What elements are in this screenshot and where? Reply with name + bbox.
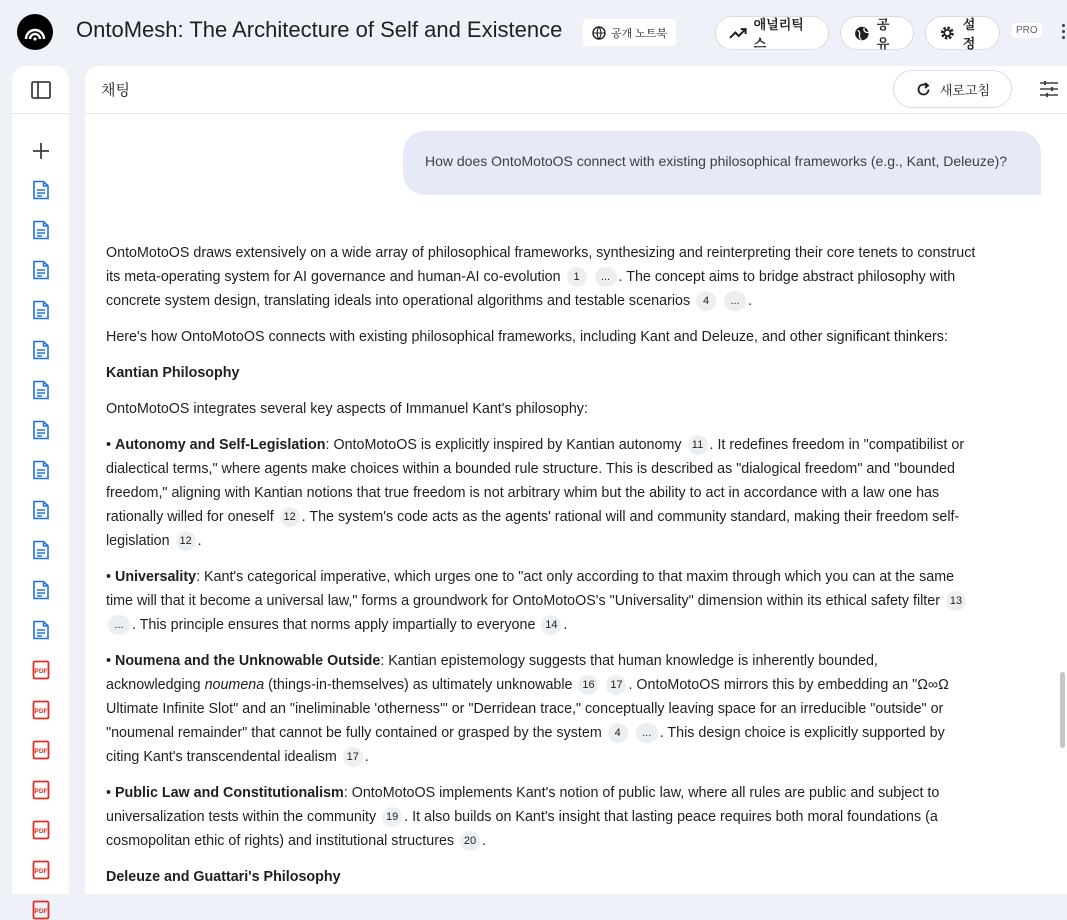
svg-text:PDF: PDF — [34, 828, 48, 835]
refresh-icon — [915, 81, 932, 98]
citation-chip[interactable]: 17 — [606, 675, 626, 695]
answer-text: : OntoMotoOS implements Kant's notion of public law, where all rules are public and subject to universalization tests within the community — [106, 785, 940, 825]
answer-text: . This principle ensures that norms apply impartially to everyone — [132, 617, 536, 633]
document-source-icon[interactable] — [32, 220, 50, 240]
answer-text: : Kant's categorical imperative, which urges one to "act only according to that maxim through which you can at the same time will that it become a universal law," forms a groundwork for OntoMotoOS's "Universality" dimension within its ethical safety filter — [106, 569, 955, 609]
trending-up-icon — [729, 26, 747, 40]
document-source-icon[interactable] — [32, 580, 50, 600]
section-heading-text: Deleuze and Guattari's Philosophy — [106, 869, 341, 885]
bullet-title: Universality — [115, 569, 197, 585]
refresh-label: 새로고침 — [939, 82, 991, 98]
answer-text: . — [748, 293, 753, 309]
answer-text: . This design choice is explicitly supported by citing Kant's transcendental idealism — [106, 725, 945, 765]
document-source-icon[interactable] — [32, 260, 50, 280]
bullet-marker: • — [106, 569, 112, 585]
section-heading-text: Kantian Philosophy — [106, 365, 240, 381]
scrollbar-thumb[interactable] — [1060, 672, 1065, 748]
analytics-label: 애널리틱스 — [753, 17, 804, 51]
app-logo-icon[interactable] — [17, 14, 53, 50]
share-label: 공유 — [876, 17, 890, 51]
bullet-title: Noumena and the Unknowable Outside — [115, 653, 381, 669]
analytics-button[interactable] — [715, 16, 829, 50]
bullet-item — [106, 565, 976, 637]
pdf-source-icon[interactable] — [32, 740, 50, 760]
more-citations-chip[interactable]: ... — [108, 615, 130, 635]
settings-button[interactable] — [925, 16, 1000, 50]
citation-chip[interactable]: 11 — [688, 435, 708, 455]
section-heading — [106, 361, 976, 385]
answer-text: . OntoMotoOS mirrors this by embedding an "Ω∞Ω Ultimate Infinite Slot" and an "ineliminable 'otherness'" or "Derridean trace," conceptually leaving space for an irreducible "outside" or "noumenal remainder" that cannot be fully contained or grasped by the system — [106, 677, 949, 741]
svg-text:PDF: PDF — [34, 748, 48, 755]
settings-label: 설정 — [962, 17, 976, 51]
public-notebook-badge[interactable] — [583, 19, 676, 46]
citation-chip[interactable]: 4 — [696, 291, 716, 311]
notebook-title[interactable]: OntoMesh: The Architecture of Self and Existence — [76, 17, 563, 42]
citation-chip[interactable]: 13 — [946, 591, 966, 611]
citation-chip[interactable]: 12 — [280, 507, 300, 527]
emphasis-text: noumena — [204, 677, 265, 693]
sidebar-divider — [12, 113, 69, 114]
citation-chip[interactable]: 14 — [541, 615, 561, 635]
answer-text: : Kantian epistemology suggests that human knowledge is inherently bounded, acknowledging — [106, 653, 878, 693]
document-source-icon[interactable] — [32, 500, 50, 520]
chat-panel — [85, 66, 1067, 894]
add-source-icon[interactable] — [30, 140, 52, 162]
answer-text: . The concept aims to bridge abstract philosophy with concrete system design, translating ideals into operational algorithms and testable scenarios — [106, 269, 956, 309]
bullet-item — [106, 781, 976, 853]
document-source-icon[interactable] — [32, 300, 50, 320]
citation-chip[interactable]: 16 — [578, 675, 598, 695]
answer-text: . It redefines freedom in "compatibilist or dialectical terms," where agents make choices within a bounded rule structure. This is described as "dialogical freedom" and "bounded freedom," aligning with Kantian notions that true freedom is not arbitrary whim but the ability to act in accordance with a law one has rationally willed for oneself — [106, 437, 965, 525]
assistant-answer — [106, 241, 976, 894]
svg-text:PDF: PDF — [34, 908, 48, 915]
citation-chip[interactable]: 1 — [567, 267, 587, 287]
more-citations-chip[interactable]: ... — [636, 723, 658, 743]
top-bar — [0, 0, 1067, 64]
pdf-source-icon[interactable] — [32, 860, 50, 880]
section-heading — [106, 865, 976, 889]
bullet-item — [106, 649, 976, 769]
chat-title: 채팅 — [101, 82, 130, 99]
document-source-icon[interactable] — [32, 180, 50, 200]
pdf-source-icon[interactable] — [32, 900, 50, 920]
more-menu-icon[interactable] — [1060, 22, 1066, 42]
bullet-marker: • — [106, 785, 112, 801]
answer-text: (things-in-themselves) as ultimately unknowable — [264, 677, 573, 693]
globe-icon — [854, 25, 870, 42]
answer-text: OntoMotoOS draws extensively on a wide array of philosophical frameworks, synthesizing and reinterpreting their core tenets to construct its meta-operating system for AI governance and human-AI co-evolution — [106, 245, 976, 285]
svg-text:PDF: PDF — [34, 708, 48, 715]
answer-text: . It also builds on Kant's insight that lasting peace requires both moral foundations (a cosmopolitan ethic of rights) and institutional structures — [106, 809, 938, 849]
pdf-source-icon[interactable] — [32, 820, 50, 840]
answer-paragraph: OntoMotoOS integrates several key aspects of Immanuel Kant's philosophy: — [106, 401, 588, 417]
user-message: How does OntoMotoOS connect with existing philosophical frameworks (e.g., Kant, Deleuze)? — [403, 131, 1041, 195]
pdf-source-icon[interactable] — [32, 700, 50, 720]
citation-chip[interactable]: 20 — [460, 831, 480, 851]
chat-header — [85, 66, 1067, 114]
answer-paragraph: Here's how OntoMotoOS connects with existing philosophical frameworks, including Kant and Deleuze, and other significant thinkers: — [106, 329, 948, 345]
citation-chip[interactable]: 19 — [382, 807, 402, 827]
public-notebook-label: 공개 노트북 — [611, 27, 668, 40]
answer-text: . — [197, 533, 202, 549]
svg-text:PDF: PDF — [34, 868, 48, 875]
answer-text: : OntoMotoOS is explicitly inspired by Kantian autonomy — [325, 437, 682, 453]
bullet-marker: • — [106, 437, 112, 453]
citation-chip[interactable]: 17 — [343, 747, 363, 767]
document-source-icon[interactable] — [32, 540, 50, 560]
more-citations-chip[interactable]: ... — [595, 267, 617, 287]
document-source-icon[interactable] — [32, 340, 50, 360]
answer-text: . The system's code acts as the agents' rational will and community standard, making their freedom self-legislation — [106, 509, 960, 549]
answer-text: . — [364, 749, 369, 765]
document-source-icon[interactable] — [32, 380, 50, 400]
share-button[interactable] — [840, 16, 914, 50]
document-source-icon[interactable] — [32, 420, 50, 440]
bullet-marker: • — [106, 653, 112, 669]
citation-chip[interactable]: 4 — [608, 723, 628, 743]
document-source-icon[interactable] — [32, 460, 50, 480]
document-source-icon[interactable] — [32, 620, 50, 640]
globe-icon — [592, 26, 606, 40]
gear-icon — [939, 24, 956, 42]
bullet-title: Autonomy and Self-Legislation — [115, 437, 326, 453]
pdf-source-icon[interactable] — [32, 660, 50, 680]
pdf-source-icon[interactable] — [32, 780, 50, 800]
answer-paragraph — [106, 241, 976, 313]
sources-sidebar — [12, 66, 69, 915]
pro-badge: PRO — [1012, 23, 1042, 38]
citation-chip[interactable]: 12 — [176, 531, 196, 551]
answer-text: . — [563, 617, 568, 633]
svg-text:PDF: PDF — [34, 668, 48, 675]
svg-text:PDF: PDF — [34, 788, 48, 795]
bullet-item — [106, 433, 976, 553]
answer-text: . — [482, 833, 487, 849]
more-citations-chip[interactable]: ... — [724, 291, 746, 311]
panel-toggle-icon[interactable] — [30, 79, 52, 101]
refresh-button[interactable] — [893, 70, 1012, 108]
bullet-title: Public Law and Constitutionalism — [115, 785, 344, 801]
tune-settings-icon[interactable] — [1039, 79, 1059, 99]
